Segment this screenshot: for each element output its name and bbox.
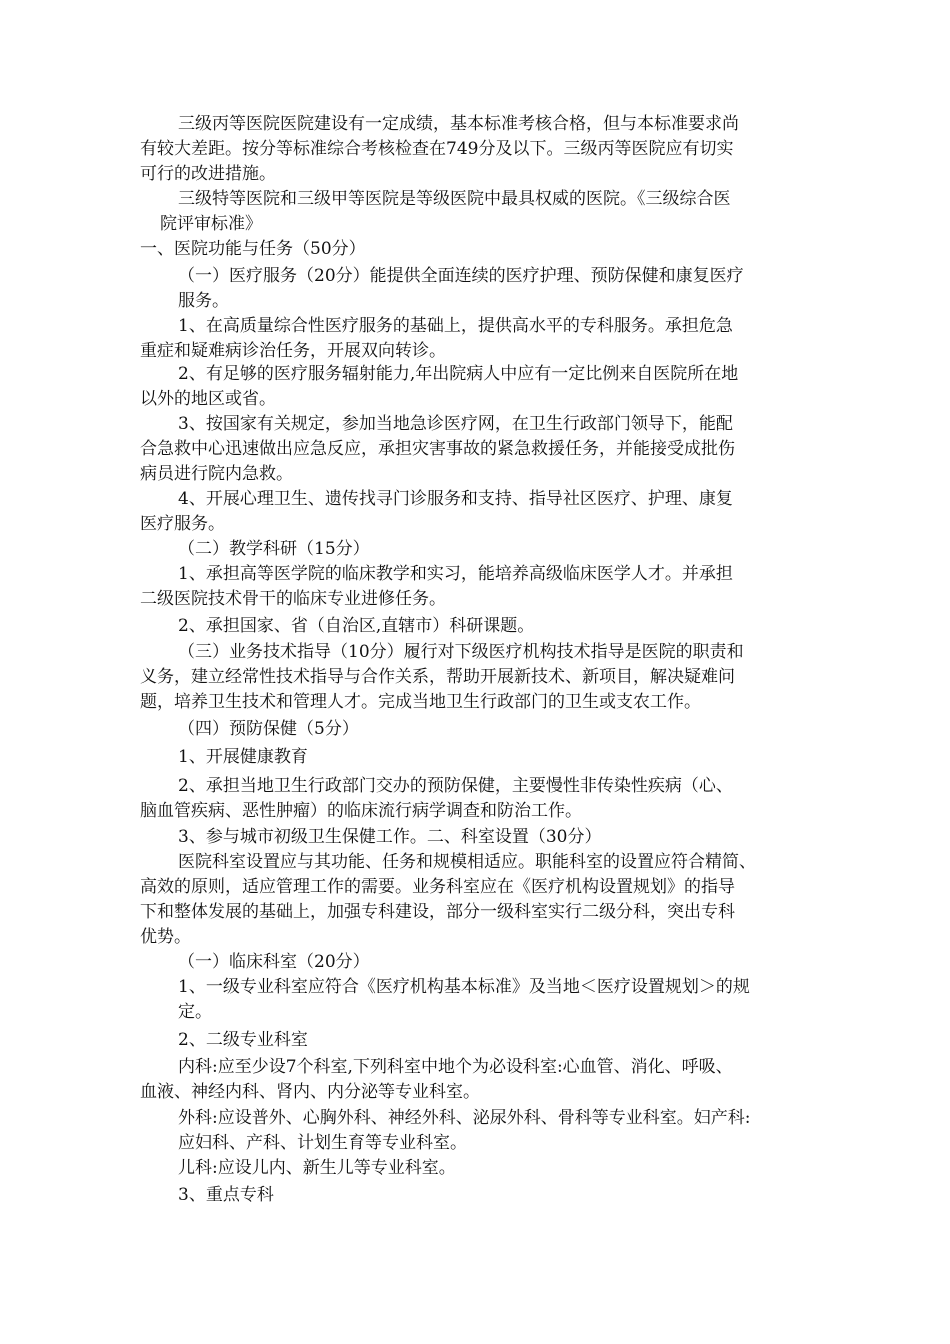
- text-line: 可行的改进措施。: [140, 164, 276, 184]
- text-line: 1、在高质量综合性医疗服务的基础上，提供高水平的专科服务。承担危急: [178, 316, 733, 336]
- text-line: 优势。: [140, 927, 191, 947]
- text-line: 3、按国家有关规定，参加当地急诊医疗网，在卫生行政部门领导下，能配: [178, 414, 733, 434]
- text-line: 外科:应设普外、心胸外科、神经外科、泌尿外科、骨科等专业科室。妇产科:: [178, 1108, 751, 1128]
- text-line: 血液、神经内科、肾内、内分泌等专业科室。: [140, 1082, 480, 1102]
- text-line: 下和整体发展的基础上，加强专科建设，部分一级科室实行二级分科，突出专科: [140, 902, 735, 922]
- text-line: 合急救中心迅速做出应急反应，承担灾害事故的紧急救援任务，并能接受成批伤: [140, 439, 735, 459]
- text-line: 定。: [178, 1002, 212, 1022]
- text-line: 重症和疑难病诊治任务，开展双向转诊。: [140, 341, 446, 361]
- text-line: 二级医院技术骨干的临床专业进修任务。: [140, 589, 446, 609]
- text-line: 医疗服务。: [140, 514, 225, 534]
- text-line: 3、重点专科: [178, 1185, 274, 1205]
- text-line: 2、二级专业科室: [178, 1030, 308, 1050]
- text-line: 1、一级专业科室应符合《医疗机构基本标准》及当地＜医疗设置规划＞的规: [178, 977, 750, 997]
- text-line: 三级特等医院和三级甲等医院是等级医院中最具权威的医院。《三级综合医: [178, 189, 731, 209]
- text-line: 3、参与城市初级卫生保健工作。二、科室设置（30分）: [178, 827, 602, 847]
- text-line: （一）医疗服务（20分）能提供全面连续的医疗护理、预防保健和康复医疗: [178, 266, 744, 286]
- text-line: 以外的地区或省。: [140, 389, 276, 409]
- text-line: 2、承担当地卫生行政部门交办的预防保健，主要慢性非传染性疾病（心、: [178, 776, 733, 796]
- section-heading: （一）临床科室（20分）: [178, 952, 370, 972]
- text-line: 题，培养卫生技术和管理人才。完成当地卫生行政部门的卫生或支农工作。: [140, 692, 701, 712]
- text-line: 高效的原则，适应管理工作的需要。业务科室应在《医疗机构设置规划》的指导: [140, 877, 735, 897]
- text-line: 应妇科、产科、计划生育等专业科室。: [178, 1133, 467, 1153]
- text-line: 义务，建立经常性技术指导与合作关系，帮助开展新技术、新项目，解决疑难问: [140, 667, 735, 687]
- text-line: 医院科室设置应与其功能、任务和规模相适应。职能科室的设置应符合精简、: [178, 852, 756, 872]
- text-line: 1、开展健康教育: [178, 747, 308, 767]
- text-line: 内科:应至少设7个科室,下列科室中地个为必设科室:心血管、消化、呼吸、: [178, 1057, 733, 1077]
- text-line: （三）业务技术指导（10分）履行对下级医疗机构技术指导是医院的职责和: [178, 642, 744, 662]
- section-heading: 一、医院功能与任务（50分）: [140, 239, 366, 259]
- text-line: 有较大差距。按分等标准综合考核检查在749分及以下。三级丙等医院应有切实: [140, 139, 734, 159]
- section-heading: （二）教学科研（15分）: [178, 539, 370, 559]
- text-line: 脑血管疾病、恶性肿瘤）的临床流行病学调查和防治工作。: [140, 801, 582, 821]
- text-line: 2、有足够的医疗服务辐射能力,年出院病人中应有一定比例来自医院所在地: [178, 364, 739, 384]
- text-line: 1、承担高等医学院的临床教学和实习，能培养高级临床医学人才。并承担: [178, 564, 733, 584]
- text-line: 儿科:应设儿内、新生儿等专业科室。: [178, 1158, 456, 1178]
- text-line: 2、承担国家、省（自治区,直辖市）科研课题。: [178, 616, 535, 636]
- text-line: 三级丙等医院医院建设有一定成绩，基本标准考核合格，但与本标准要求尚: [178, 114, 739, 134]
- section-heading: （四）预防保健（5分）: [178, 719, 359, 739]
- text-line: 4、开展心理卫生、遗传找寻门诊服务和支持、指导社区医疗、护理、康复: [178, 489, 733, 509]
- text-line: 院评审标准》: [160, 214, 262, 234]
- text-line: 服务。: [178, 291, 229, 311]
- text-line: 病员进行院内急救。: [140, 464, 293, 484]
